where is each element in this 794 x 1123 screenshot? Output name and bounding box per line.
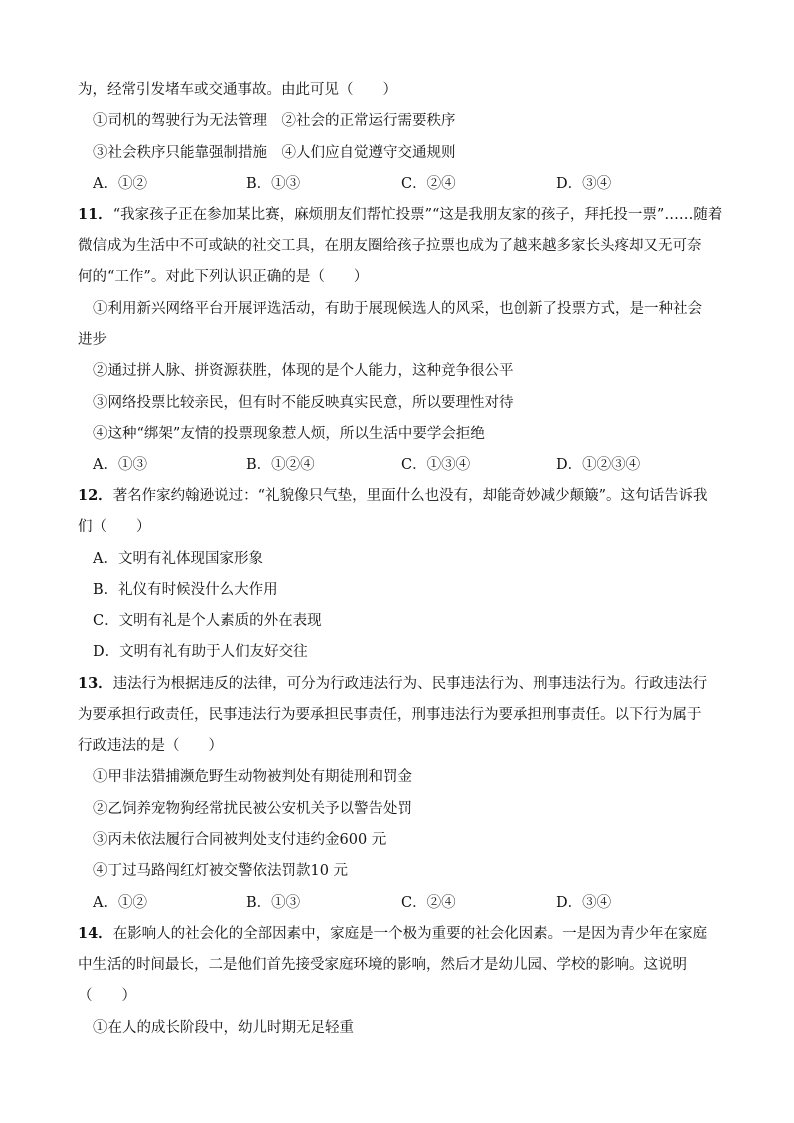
q10-choices (93, 174, 693, 194)
q11-stem-line-2: 微信成为生活中不可或缺的社交工具，在朋友圈给孩子拉票也成为了越来越多家长头疼却又无可奈 (78, 238, 702, 254)
q13-stem-line-3: 行政违法的是（ ） (78, 738, 223, 754)
q11-option-2: ②通过拼人脉、拼资源获胜，体现的是个人能力，这种竞争很公平 (93, 363, 514, 379)
q11-stem-line-3: 何的“工作”。对此下列认识正确的是（ ） (78, 269, 369, 285)
q11-choice-b[interactable]: B．①②④ (246, 457, 315, 473)
q11-choice-a[interactable]: A．①③ (93, 457, 147, 473)
q10-choice-a[interactable]: A．①② (93, 176, 147, 192)
q13-option-3: ③丙未依法履行合同被判处支付违约金600 元 (93, 832, 387, 848)
q13-choice-d[interactable]: D．③④ (556, 895, 612, 911)
q12-stem-text-1: 著名作家约翰逊说过：“礼貌像只气垫，里面什么也没有，却能奇妙减少颠簸”。这句话告诉我 (112, 488, 708, 504)
q11-number: 11． (78, 206, 113, 223)
q10-stem-tail: 为，经常引发堵车或交通事故。由此可见（ ） (78, 82, 397, 98)
q11-stem-line-1 (78, 205, 722, 225)
q13-stem-text-1: 违法行为根据违反的法律，可分为行政违法行为、民事违法行为、刑事违法行为。行政违法行 (112, 676, 708, 692)
q12-stem-line-2: 们（ ） (78, 519, 151, 535)
q12-number: 12． (78, 487, 113, 504)
q13-number: 13． (78, 675, 113, 692)
q12-stem-line-1 (78, 486, 708, 506)
q11-option-1-line-1: ①利用新兴网络平台开展评选活动，有助于展现候选人的风采，也创新了投票方式，是一种社会 (93, 301, 702, 317)
q11-option-3: ③网络投票比较亲民，但有时不能反映真实民意，所以要理性对待 (93, 395, 514, 411)
q13-option-4: ④丁过马路闯红灯被交警依法罚款10 元 (93, 863, 349, 879)
q12-option-b[interactable]: B．礼仪有时候没什么大作用 (93, 582, 278, 598)
q13-stem-line-2: 为要承担行政责任，民事违法行为要承担民事责任，刑事违法行为要承担刑事责任。以下行为属于 (78, 707, 702, 723)
q14-stem-line-2: 中生活的时间最长，二是他们首先接受家庭环境的影响，然后才是幼儿园、学校的影响。这说明 (78, 957, 687, 973)
q13-choice-a[interactable]: A．①② (93, 895, 147, 911)
q13-choice-c[interactable]: C．②④ (401, 895, 456, 911)
q14-option-1: ①在人的成长阶段中，幼儿时期无足轻重 (93, 1020, 354, 1036)
q10-option-line-2: ③社会秩序只能靠强制措施 ④人们应自觉遵守交通规则 (93, 145, 456, 161)
q11-option-1-line-2: 进步 (78, 332, 107, 348)
q14-stem-text-1: 在影响人的社会化的全部因素中，家庭是一个极为重要的社会化因素。一是因为青少年在家庭 (112, 926, 708, 942)
q11-stem-text-1: “我家孩子正在参加某比赛，麻烦朋友们帮忙投票”“这是我朋友家的孩子，拜托投一票”……随着 (112, 207, 723, 223)
q10-option-line-1: ①司机的驾驶行为无法管理 ②社会的正常运行需要秩序 (93, 113, 456, 129)
q14-number: 14． (78, 925, 113, 942)
q11-choices (93, 455, 693, 475)
q10-choice-d[interactable]: D．③④ (556, 176, 612, 192)
q12-option-a[interactable]: A．文明有礼体现国家形象 (93, 551, 263, 567)
q13-choices (93, 893, 693, 913)
q13-stem-line-1 (78, 674, 707, 694)
q10-choice-b[interactable]: B．①③ (246, 176, 301, 192)
q11-option-4: ④这种“绑架”友情的投票现象惹人烦，所以生活中要学会拒绝 (93, 426, 485, 442)
q12-option-c[interactable]: C．文明有礼是个人素质的外在表现 (93, 613, 322, 629)
q13-option-2: ②乙饲养宠物狗经常扰民被公安机关予以警告处罚 (93, 801, 412, 817)
q13-choice-b[interactable]: B．①③ (246, 895, 301, 911)
q14-stem-line-1 (78, 924, 707, 944)
q12-option-d[interactable]: D．文明有礼有助于人们友好交往 (93, 644, 308, 660)
q13-option-1: ①甲非法猎捕濒危野生动物被判处有期徒刑和罚金 (93, 769, 412, 785)
q11-choice-d[interactable]: D．①②③④ (556, 457, 641, 473)
q10-choice-c[interactable]: C．②④ (401, 176, 456, 192)
q11-choice-c[interactable]: C．①③④ (401, 457, 471, 473)
q14-stem-line-3: （ ） (78, 988, 136, 1004)
